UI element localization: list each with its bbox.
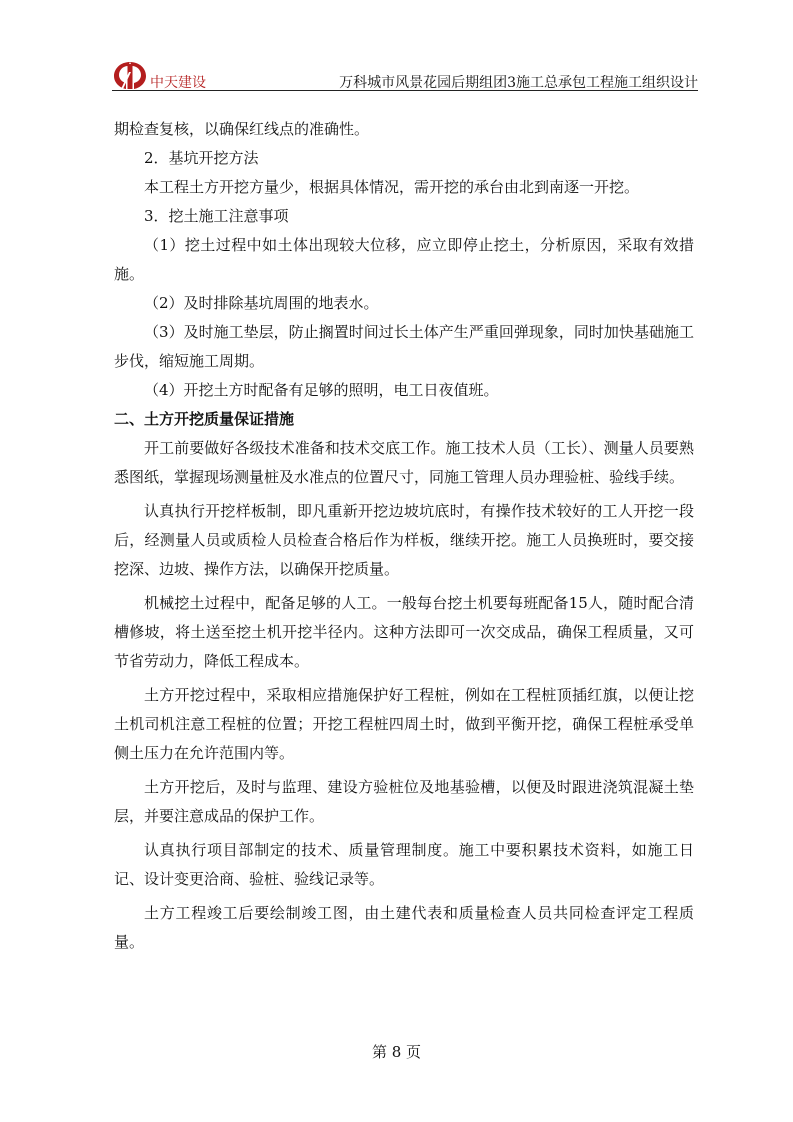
company-name: 中天建设 — [150, 75, 206, 91]
section-heading: 二、土方开挖质量保证措施 — [114, 410, 295, 428]
paragraph: 机械挖土过程中，配备足够的人工。一般每台挖土机要每班配备15人，随时配合清槽修坡，将土送至挖土机开挖半径内。这种方法即可一次交成品，确保工程质量，又可节省劳动力，降低工程成本。 — [114, 594, 694, 670]
paragraph: 本工程土方开挖方量少，根据具体情况，需开挖的承台由北到南逐一开挖。 — [144, 178, 640, 196]
paragraph: 土方开挖后，及时与监理、建设方验桩位及地基验槽，以便及时跟进浇筑混凝土垫层，并要注意成品的保护工作。 — [114, 778, 694, 825]
list-item: （1）挖土过程中如土体出现较大位移，应立即停止挖土，分析原因，采取有效措施。 — [114, 236, 694, 283]
paragraph: 土方工程竣工后要绘制竣工图，由土建代表和质量检查人员共同检查评定工程质量。 — [114, 904, 694, 951]
list-item: （2）及时排除基坑周围的地表水。 — [144, 294, 379, 312]
document-body — [114, 115, 694, 957]
paragraph: 期检查复核，以确保红线点的准确性。 — [114, 120, 370, 138]
paragraph: 开工前要做好各级技术准备和技术交底工作。施工技术人员（工长）、测量人员要熟悉图纸，掌握现场测量桩及水准点的位置尺寸，同施工管理人员办理验桩、验线手续。 — [114, 439, 694, 486]
section-subheading: 2．基坑开挖方法 — [144, 149, 259, 167]
list-item: （4）开挖土方时配备有足够的照明，电工日夜值班。 — [144, 381, 499, 399]
paragraph: 认真执行开挖样板制，即凡重新开挖边坡坑底时，有操作技术较好的工人开挖一段后，经测量人员或质检人员检查合格后作为样板，继续开挖。施工人员换班时，要交接挖深、边坡、操作方法，以确保开挖质量。 — [114, 502, 694, 578]
section-subheading: 3．挖土施工注意事项 — [144, 207, 289, 225]
document-title: 万科城市风景花园后期组团3施工总承包工程施工组织设计 — [339, 75, 698, 91]
page-number: 第 8 页 — [371, 1043, 422, 1061]
paragraph: 认真执行项目部制定的技术、质量管理制度。施工中要积累技术资料，如施工日记、设计变更洽商、验桩、验线记录等。 — [114, 841, 694, 888]
list-item: （3）及时施工垫层，防止搁置时间过长土体产生严重回弹现象，同时加快基础施工步伐，缩短施工周期。 — [114, 323, 694, 370]
header-divider — [112, 90, 698, 91]
paragraph: 土方开挖过程中，采取相应措施保护好工程桩，例如在工程桩顶插红旗，以便让挖土机司机注意工程桩的位置；开挖工程桩四周土时，做到平衡开挖，确保工程桩承受单侧土压力在允许范围内等。 — [114, 686, 694, 762]
page-header — [112, 56, 698, 92]
company-logo-icon — [112, 60, 148, 90]
